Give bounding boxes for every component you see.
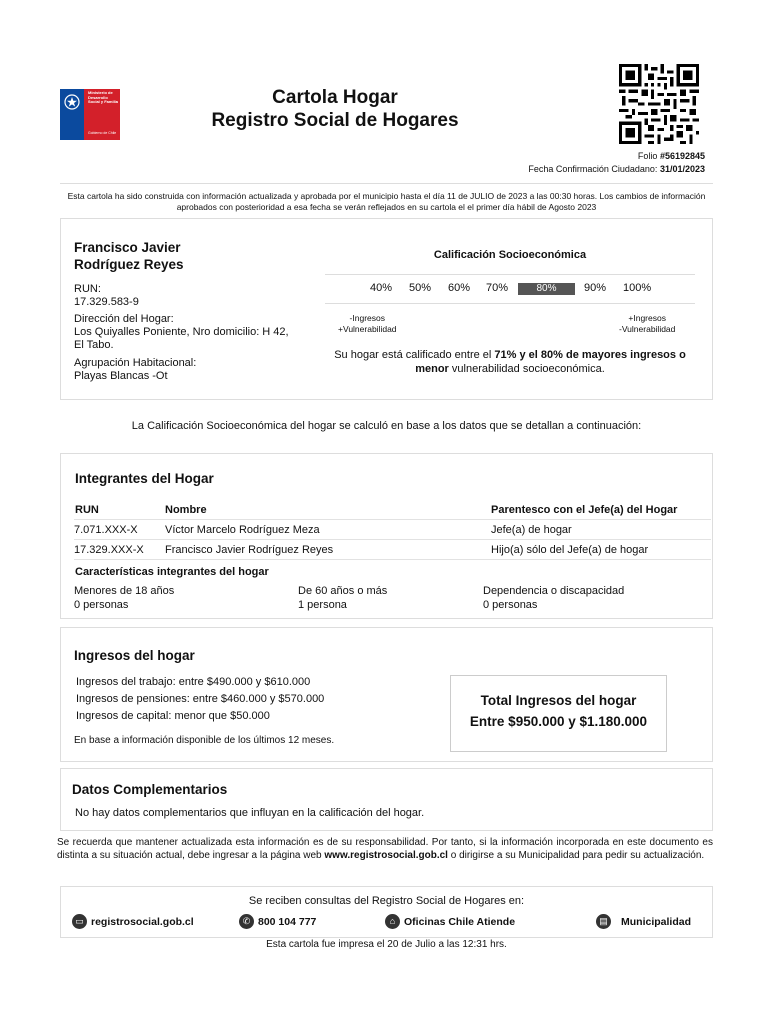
complementary-box bbox=[60, 768, 713, 831]
income-list: Ingresos del trabajo: entre $490.000 y $610.000 Ingresos de pensiones: entre $460.000 y $570.000 Ingresos de capital: menor que $50.000 bbox=[76, 676, 325, 722]
scale-tick: 60% bbox=[448, 282, 471, 294]
monitor-icon: ▭ bbox=[72, 914, 87, 929]
scale-right-label: +Ingresos -Vulnerabilidad bbox=[619, 313, 676, 334]
characteristic: De 60 años o más 1 persona bbox=[298, 585, 388, 611]
notice-text: Esta cartola ha sido construida con información actualizada y aprobada por el municipio hasta el día 11 de JULIO de 2023 a las 00:30 horas. Los cambios de información aprobados con posterioridad a esa fecha se verán reflejados en su cartola el el primer día hábil de Agosto 2023 bbox=[67, 191, 706, 212]
person-name: Francisco Javier Rodríguez Reyes bbox=[74, 240, 184, 272]
scale-tick: 40% bbox=[370, 282, 393, 294]
ministry-logo: Ministerio de Desarrollo Social y Familia Gobierno de Chile bbox=[60, 89, 120, 140]
table-cell: Víctor Marcelo Rodríguez Meza bbox=[165, 524, 320, 536]
contact-municipality[interactable]: ▤ Municipalidad bbox=[596, 914, 691, 929]
scale-tick-selected: 80% bbox=[518, 283, 575, 295]
scale-tick: 50% bbox=[409, 282, 432, 294]
contact-office[interactable]: ⌂ Oficinas Chile Atiende bbox=[385, 914, 515, 929]
column-header: Nombre bbox=[165, 504, 207, 516]
building-icon: ▤ bbox=[596, 914, 611, 929]
divider bbox=[325, 303, 695, 304]
table-cell: Jefe(a) de hogar bbox=[491, 524, 572, 536]
website-link[interactable]: www.registrosocial.gob.cl bbox=[324, 849, 448, 861]
reminder-text: Se recuerda que mantener actualizada esta información es de su responsabilidad. Por tanto, si la información incorporada en este documento es distinta a su situación actual, debe ingresar a la página web www.registrosocial.gob.cl o dirigirse a su Municipalidad para pedir su actualización. bbox=[57, 837, 713, 861]
table-cell: Hijo(a) sólo del Jefe(a) de hogar bbox=[491, 544, 649, 556]
divider bbox=[74, 519, 711, 520]
home-icon: ⌂ bbox=[385, 914, 400, 929]
phone-icon: ✆ bbox=[239, 914, 254, 929]
folio-block: Folio #56192845 Fecha Confirmación Ciudadano: 31/01/2023 bbox=[528, 151, 705, 174]
contact-phone[interactable]: ✆ 800 104 777 bbox=[239, 914, 316, 929]
characteristic: Dependencia o discapacidad 0 personas bbox=[483, 585, 625, 611]
chile-crest-icon bbox=[62, 92, 82, 112]
complementary-text: No hay datos complementarios que influyan en la calificación del hogar. bbox=[75, 807, 425, 819]
address-info: Dirección del Hogar: Los Quiyalles Poniente, Nro domicilio: H 42, El Tabo. bbox=[74, 313, 289, 351]
run-info: RUN: 17.329.583-9 bbox=[74, 283, 139, 308]
table-cell: 7.071.XXX-X bbox=[74, 524, 138, 536]
total-income-box: Total Ingresos del hogar Entre $950.000 y $1.180.000 bbox=[450, 675, 667, 752]
contacts-title: Se reciben consultas del Registro Social de Hogares en: bbox=[248, 895, 525, 907]
income-note: En base a información disponible de los últimos 12 meses. bbox=[74, 735, 335, 746]
subsection-title: Características integrantes del hogar bbox=[75, 566, 269, 578]
divider bbox=[74, 559, 711, 560]
printed-date: Esta cartola fue impresa el 20 de Julio a las 12:31 hrs. bbox=[266, 939, 507, 950]
qr-code bbox=[619, 64, 699, 144]
scale-tick: 100% bbox=[623, 282, 652, 294]
table-cell: Francisco Javier Rodríguez Reyes bbox=[165, 544, 334, 556]
calificacion-title: Calificación Socioeconómica bbox=[433, 249, 587, 261]
scale-left-label: -Ingresos +Vulnerabilidad bbox=[338, 313, 397, 334]
scale-tick: 90% bbox=[584, 282, 607, 294]
scale-tick: 70% bbox=[486, 282, 509, 294]
section-title: Integrantes del Hogar bbox=[75, 471, 214, 486]
characteristic: Menores de 18 años 0 personas bbox=[74, 585, 175, 611]
column-header: Parentesco con el Jefe(a) del Hogar bbox=[491, 504, 678, 516]
page-title: Cartola Hogar Registro Social de Hogares bbox=[211, 87, 459, 131]
divider bbox=[325, 274, 695, 275]
calificacion-result: Su hogar está calificado entre el 71% y el 80% de mayores ingresos o menor vulnerabilidad socioeconómica. bbox=[334, 349, 686, 375]
divider bbox=[74, 539, 711, 540]
divider bbox=[60, 183, 713, 184]
table-cell: 17.329.XXX-X bbox=[74, 544, 144, 556]
section-title: Ingresos del hogar bbox=[74, 648, 195, 663]
group-info: Agrupación Habitacional: Playas Blancas -Ot bbox=[74, 357, 197, 382]
section-title: Datos Complementarios bbox=[72, 782, 228, 797]
contact-web[interactable]: ▭ registrosocial.gob.cl bbox=[72, 914, 194, 929]
column-header: RUN bbox=[75, 504, 99, 516]
contacts-box bbox=[60, 886, 713, 938]
calc-note: La Calificación Socioeconómica del hogar se calculó en base a los datos que se detallan a continuación: bbox=[131, 420, 642, 432]
